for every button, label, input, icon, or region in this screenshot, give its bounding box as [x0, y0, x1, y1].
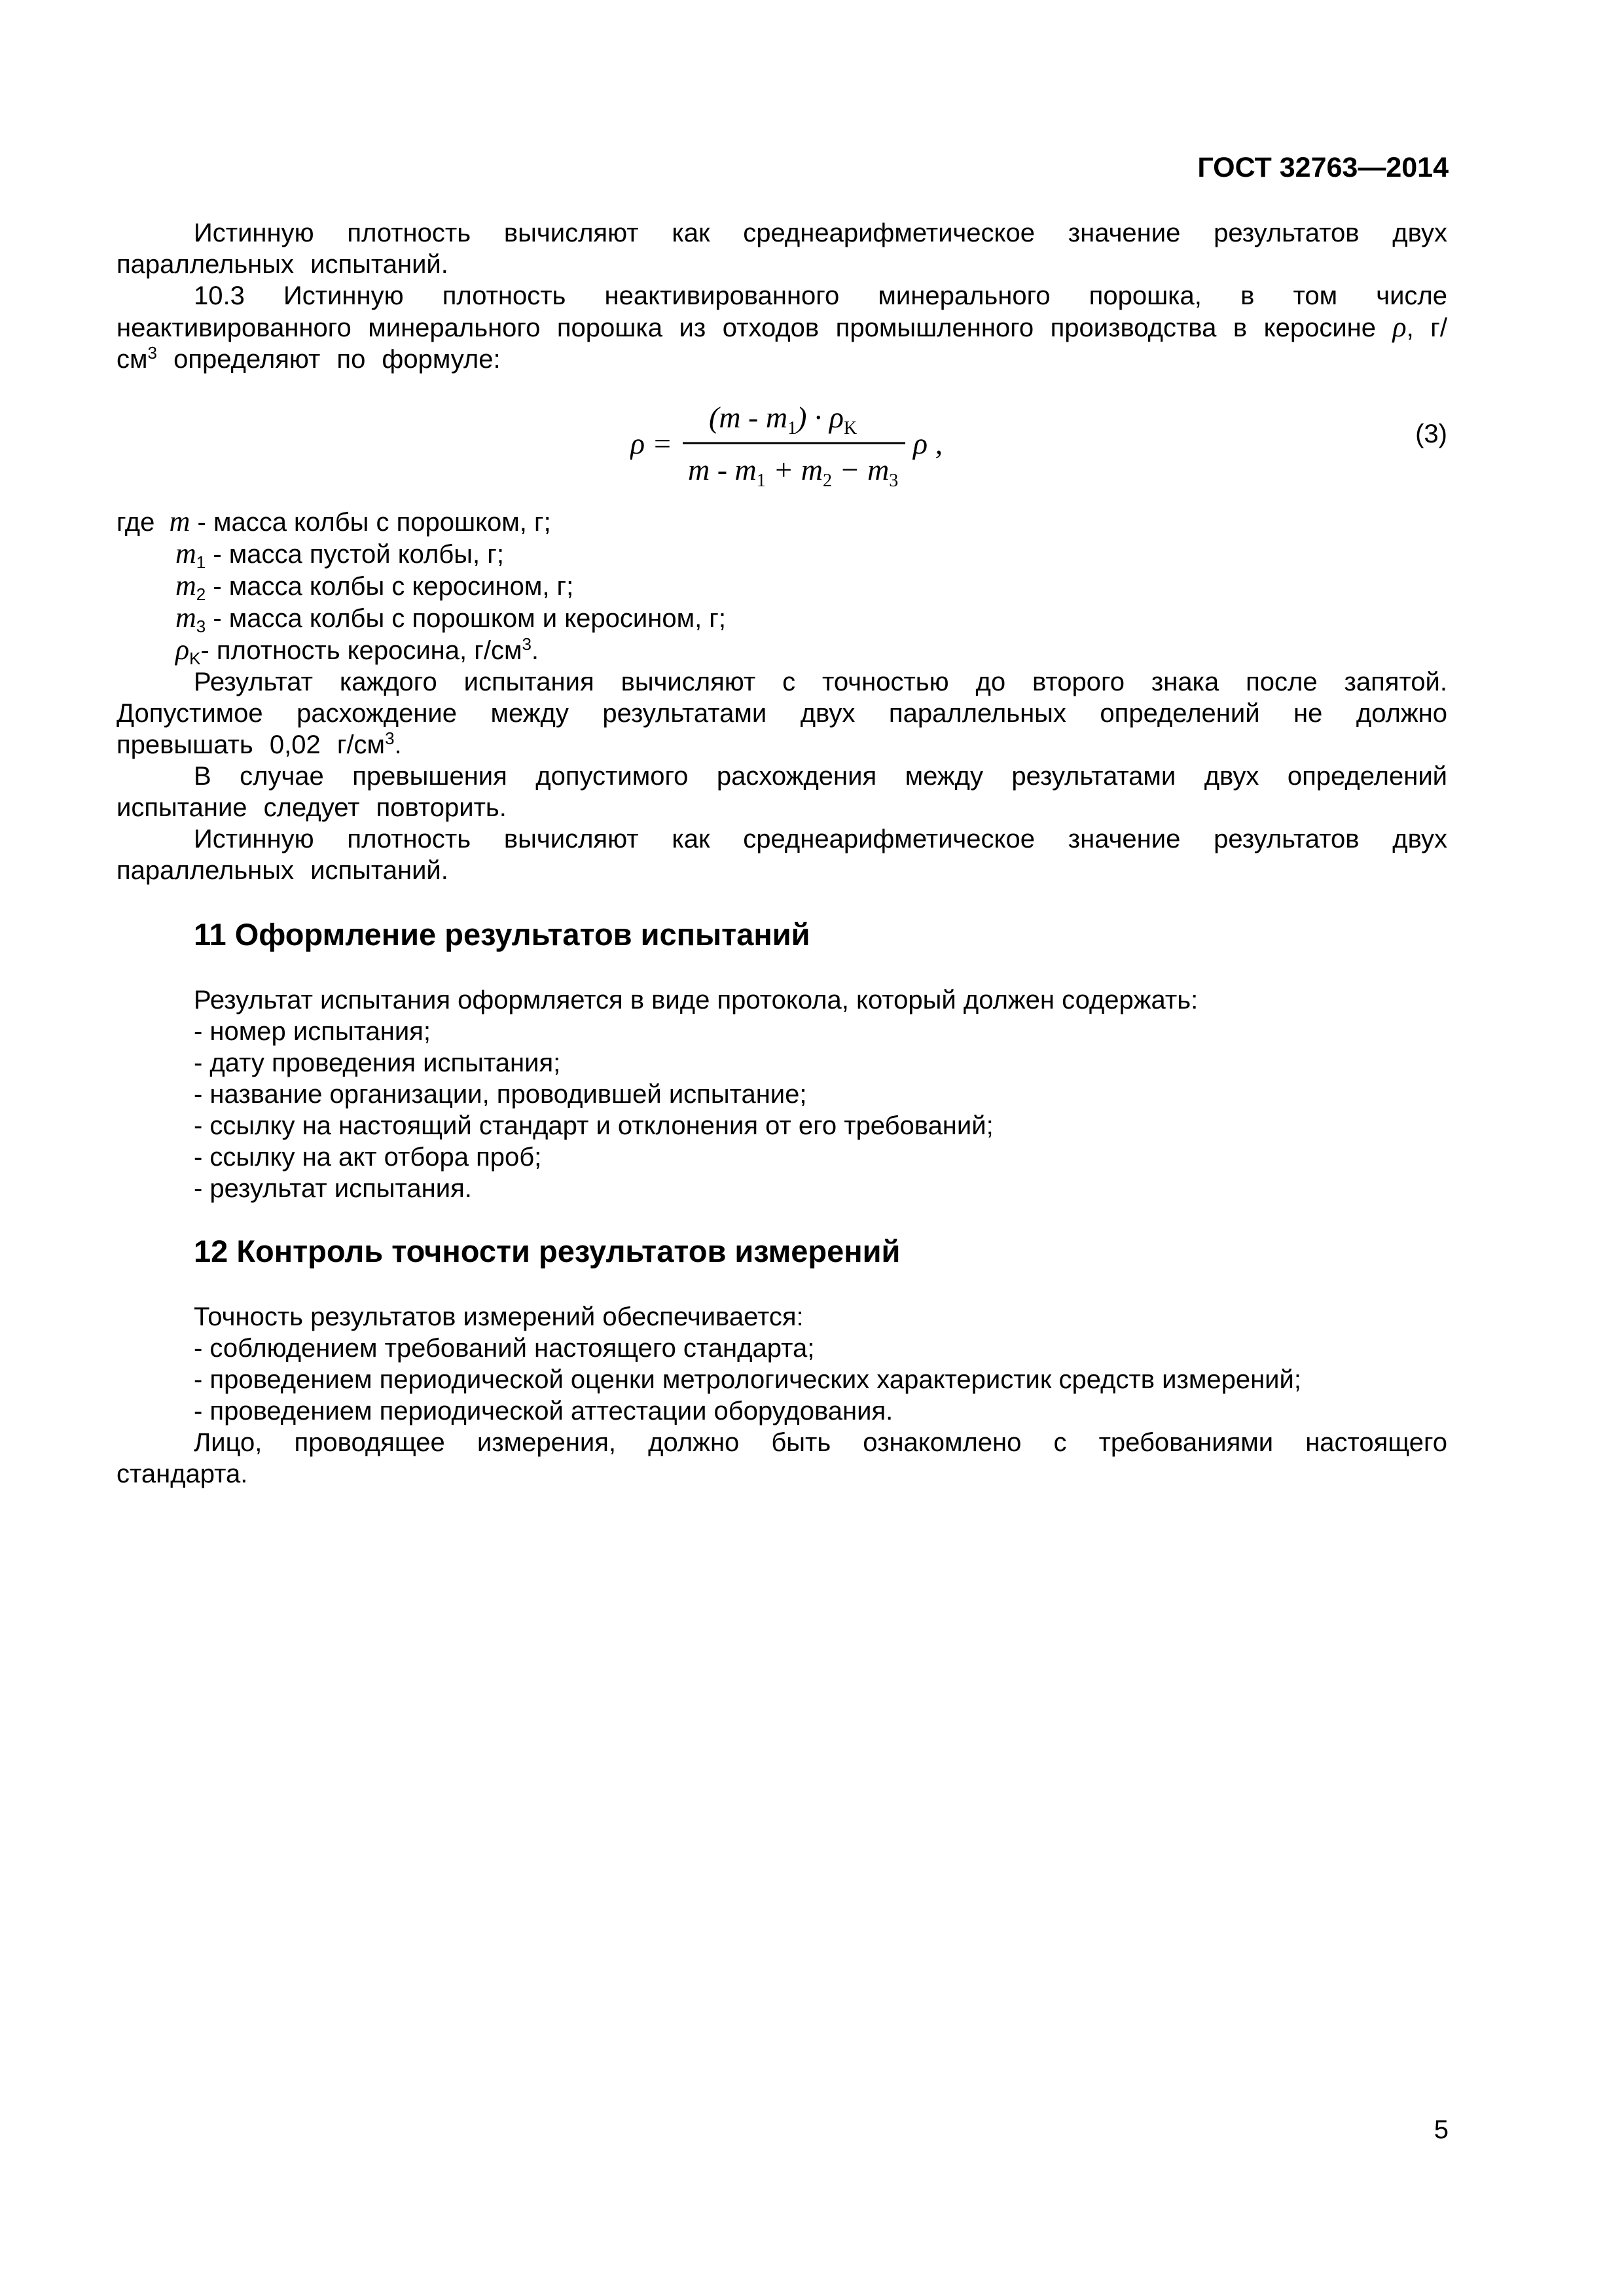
section-12-heading: 12 Контроль точности результатов измерений — [194, 1234, 901, 1268]
list-item: - дату проведения испытания; — [194, 1049, 561, 1077]
page-content — [117, 217, 1447, 1490]
formula-equals: = — [654, 427, 671, 460]
p-10-3-unit: , г/см — [117, 314, 1447, 374]
formula-denominator: $m - m_1 + m_2 - m_3$ — [688, 453, 899, 491]
legend-m2: $m_2$ - масса колбы с керосином, г; — [175, 569, 574, 604]
section-11-intro: Результат испытания оформляется в виде протокола, который должен содержать: — [194, 986, 1199, 1014]
formula-rhs: ρ , — [913, 427, 943, 460]
legend-m: где m - масса колбы с порошком, г; — [117, 505, 551, 537]
formula-number: (3) — [1415, 420, 1447, 448]
paragraph-true-density-average: Истинную плотность вычисляют как среднеарифметическое значение результатов двух параллельных испытаний. — [117, 219, 1447, 279]
list-item: - результат испытания. — [194, 1174, 472, 1203]
legend-m3: $m_3$ - масса колбы с порошком и керосином, г; — [175, 601, 726, 636]
formula-numerator: $(m - m_1) \cdot \rho_K$ — [709, 401, 857, 439]
paragraph-10-3 — [117, 280, 1447, 375]
list-item: - ссылку на акт отбора проб; — [194, 1143, 542, 1172]
formula-3 — [117, 382, 1447, 506]
rho-symbol: ρ — [1392, 311, 1407, 343]
list-item: - проведением периодической аттестации оборудования. — [194, 1397, 893, 1426]
formula-lhs: ρ — [630, 427, 645, 460]
variables-legend — [117, 506, 1447, 666]
paragraph-repeat: В случае превышения допустимого расхождения между результатами двух определений испытание следует повторить. — [117, 762, 1447, 822]
list-item: - проведением периодической оценки метрологических характеристик средств измерений; — [194, 1365, 1301, 1394]
list-item: - название организации, проводившей испытание; — [194, 1080, 807, 1109]
list-item: - соблюдением требований настоящего стандарта; — [194, 1334, 815, 1363]
legend-m1: $m_1$ - масса пустой колбы, г; — [175, 537, 504, 572]
paragraph-personnel: Лицо, проводящее измерения, должно быть ознакомлено с требованиями настоящего стандарта. — [117, 1428, 1447, 1488]
list-item: - номер испытания; — [194, 1017, 431, 1046]
list-item: - ссылку на настоящий стандарт и отклонения от его требований; — [194, 1111, 994, 1140]
p-10-3-tail: определяют по формуле: — [156, 345, 501, 374]
paragraph-average: Истинную плотность вычисляют как среднеарифметическое значение результатов двух параллельных испытаний. — [117, 825, 1447, 885]
document-code: ГОСТ 32763—2014 — [1197, 152, 1449, 183]
superscript-3: 3 — [147, 343, 157, 363]
page-number: 5 — [1434, 2115, 1449, 2144]
section-12-intro: Точность результатов измерений обеспечивается: — [194, 1302, 804, 1331]
formula-svg — [630, 382, 1089, 506]
section-11-heading: 11 Оформление результатов испытаний — [194, 917, 810, 952]
p-10-3-text: 10.3 Истинную плотность неактивированного минерального порошка, в том числе неактивированного минерального порошка из отходов промышленного производства в керосине — [117, 281, 1447, 342]
legend-rho-k: $\rho_K-$ плотность керосина, $г/см^3$. — [175, 634, 539, 668]
paragraph-accuracy: Результат каждого испытания вычисляют с точностью до второго знака после запятой. Допустимое расхождение между результатами двух параллельных определений не должно превышать 0,02 $г/см^3$. — [117, 668, 1447, 759]
